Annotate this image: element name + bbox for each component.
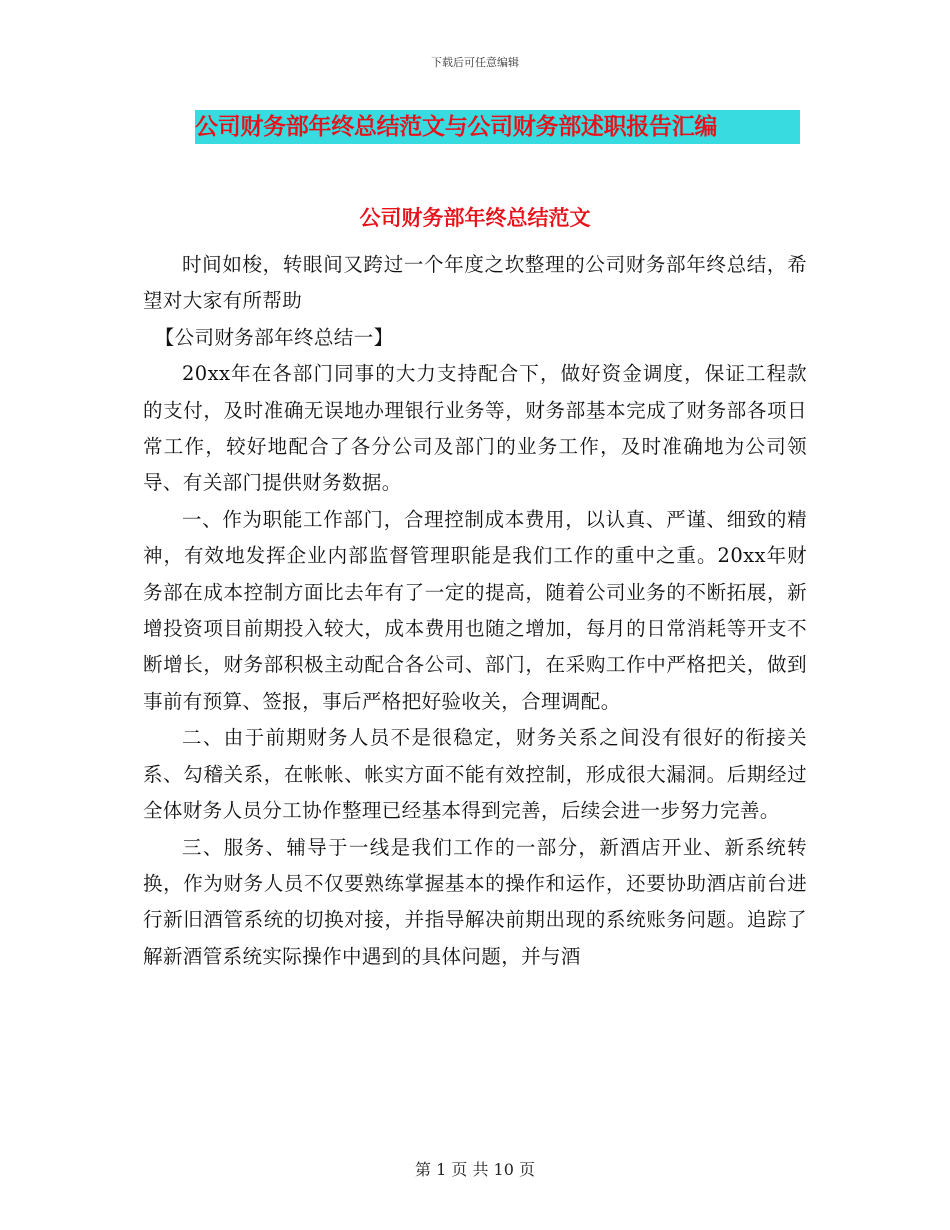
body-paragraph: 一、作为职能工作部门，合理控制成本费用，以认真、严谨、细致的精神，有效地发挥企业内部监督管理职能是我们工作的重中之重。20xx年财务部在成本控制方面比去年有了一定的提高，随着公司业务的不断拓展，新增投资项目前期投入较大，成本费用也随之增加，每月的日常消耗等开支不断增长，财务部积极主动配合各公司、部门，在采购工作中严格把关，做到事前有预算、签报，事后严格把好验收关，合理调配。 [143, 507, 807, 713]
section-title: 公司财务部年终总结范文 [359, 206, 591, 230]
page-header-note: 下载后可任意编辑 [431, 56, 519, 69]
body-paragraph: 三、服务、辅导于一线是我们工作的一部分，新酒店开业、新系统转换，作为财务人员不仅要熟练掌握基本的操作和运作，还要协助酒店前台进行新旧酒管系统的切换对接，并指导解决前期出现的系统账务问题。追踪了解新酒管系统实际操作中遇到的具体问题，并与酒 [143, 835, 807, 968]
body-paragraph: 20xx年在各部门同事的大力支持配合下，做好资金调度，保证工程款的支付，及时准确无误地办理银行业务等，财务部基本完成了财务部各项日常工作，较好地配合了各分公司及部门的业务工作，及时准确地为公司领导、有关部门提供财务数据。 [143, 362, 807, 495]
subsection-heading: 【公司财务部年终总结一】 [154, 325, 394, 349]
body-paragraph: 二、由于前期财务人员不是很稳定，财务关系之间没有很好的衔接关系、勾稽关系，在帐帐、帐实方面不能有效控制，形成很大漏洞。后期经过全体财务人员分工协作整理已经基本得到完善，后续会进一步努力完善。 [143, 726, 807, 823]
page-number-footer: 第 1 页 共 10 页 [415, 1160, 535, 1179]
intro-paragraph: 时间如梭，转眼间又跨过一个年度之坎整理的公司财务部年终总结，希望对大家有所帮助 [143, 253, 807, 313]
document-body [143, 247, 807, 975]
document-title: 公司财务部年终总结范文与公司财务部述职报告汇编 [195, 110, 800, 144]
